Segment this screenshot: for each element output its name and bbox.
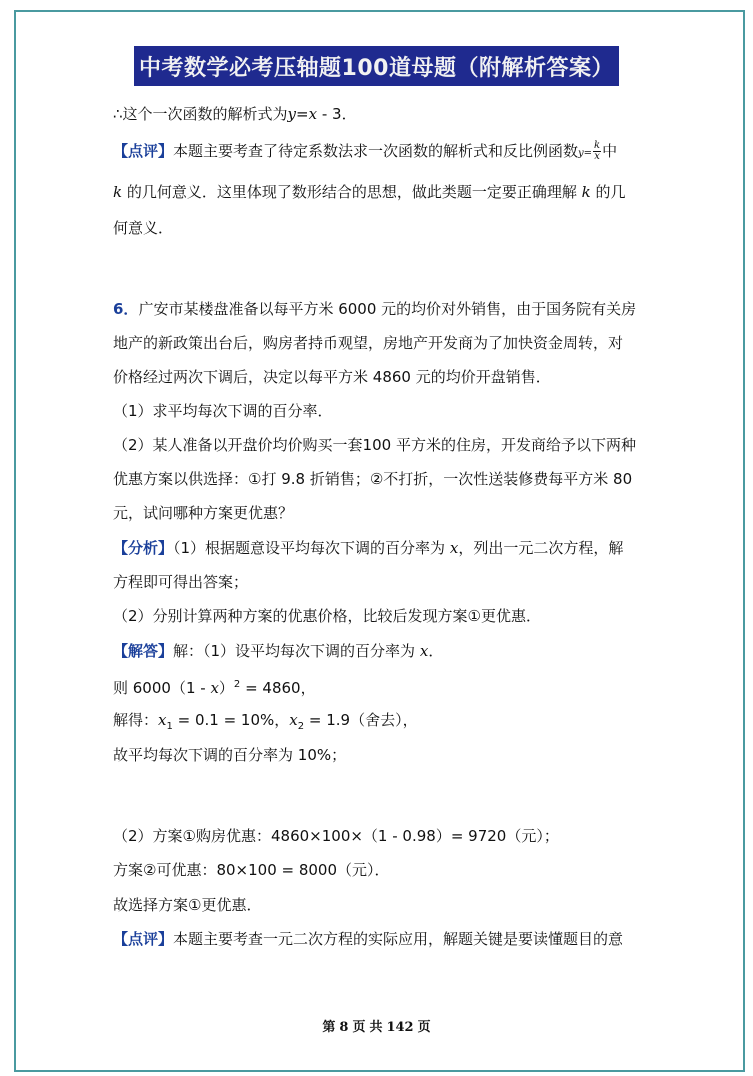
question-2-line1: （2）某人准备以开盘价均价购买一套100 平方米的住房，开发商给予以下两种 bbox=[113, 436, 636, 454]
var-x: x bbox=[419, 642, 429, 660]
page-total: 142 bbox=[386, 1020, 414, 1035]
footer-di: 第 bbox=[322, 1020, 336, 1035]
review-tag: 【点评】 bbox=[113, 930, 174, 948]
var-x: x bbox=[308, 105, 318, 123]
var-y: y bbox=[287, 105, 297, 123]
equation-1 bbox=[113, 675, 316, 698]
var-k: k bbox=[581, 183, 591, 201]
subscript: 2 bbox=[297, 721, 305, 732]
answer-text: 解：（1）设平均每次下调的百分率为 bbox=[173, 642, 420, 660]
var-x: x bbox=[210, 679, 219, 697]
answer-line1 bbox=[113, 641, 443, 661]
page-footer bbox=[0, 1016, 753, 1035]
page-title: 中考数学必考压轴题100道母题（附解析答案） bbox=[134, 46, 619, 86]
review-line3-text: 的几何意义．这里体现了数形结合的思想，做此类题一定要正确理解 bbox=[122, 183, 582, 201]
frac-den: x bbox=[594, 151, 600, 162]
frac-num: k bbox=[594, 140, 601, 151]
equals: = bbox=[296, 105, 309, 123]
review-zhong: 中 bbox=[602, 142, 618, 160]
var-x1: x bbox=[158, 711, 167, 729]
eq-part: = 4860， bbox=[240, 679, 316, 697]
review-tag: 【点评】 bbox=[113, 142, 174, 160]
frac-y: y= bbox=[578, 148, 593, 159]
fraction-k-over-x bbox=[593, 141, 601, 162]
analysis-tag: 【分析】 bbox=[113, 539, 174, 557]
question-2-line3: 元，试问哪种方案更优惠？ bbox=[113, 504, 294, 522]
review-text: 本题主要考查了待定系数法求一次函数的解析式和反比例函数 bbox=[173, 142, 579, 160]
analysis-line3: （2）分别计算两种方案的优惠价格，比较后发现方案①更优惠． bbox=[113, 607, 541, 625]
sol-part: = 1.9（舍去）， bbox=[304, 711, 418, 729]
var-x: x bbox=[449, 539, 459, 557]
problem-6-line1 bbox=[113, 299, 636, 319]
sol-part: = 0.1 = 10%， bbox=[172, 711, 290, 729]
plan-2: 方案②可优惠：80×100 = 8000（元）． bbox=[113, 861, 390, 879]
question-1: （1）求平均每次下调的百分率． bbox=[113, 402, 333, 420]
problem-number: 6． bbox=[113, 300, 139, 318]
review-line3-end: 的几 bbox=[590, 183, 626, 201]
analysis-text-end: ，列出一元二次方程，解 bbox=[458, 539, 624, 557]
analysis-text: （1）根据题意设平均每次下调的百分率为 bbox=[173, 539, 450, 557]
prev-conclusion-text: ∴这个一次函数的解析式为 bbox=[113, 105, 288, 123]
problem-text: 广安市某楼盘准备以每平方米 6000 元的均价对外销售，由于国务院有关房 bbox=[138, 300, 637, 318]
problem-6-line3: 价格经过两次下调后，决定以每平方米 4860 元的均价开盘销售． bbox=[113, 368, 551, 386]
analysis-line2: 方程即可得出答案； bbox=[113, 573, 249, 591]
subscript: 1 bbox=[166, 721, 173, 732]
prev-conclusion bbox=[113, 104, 357, 124]
review-text: 本题主要考查一元二次方程的实际应用，解题关键是要读懂题目的意 bbox=[173, 930, 624, 948]
solution-line bbox=[113, 710, 418, 737]
final-review bbox=[113, 929, 623, 949]
footer-gong: 共 bbox=[369, 1020, 383, 1035]
question-2-line2: 优惠方案以供选择：①打 9.8 折销售；②不打折，一次性送装修费每平方米 80 bbox=[113, 470, 633, 488]
analysis-line1 bbox=[113, 538, 623, 558]
plan-1: （2）方案①购房优惠：4860×100×（1 - 0.98）= 9720（元）； bbox=[113, 827, 559, 845]
footer-ye: 页 bbox=[417, 1020, 431, 1035]
prev-conclusion-end: - 3． bbox=[317, 105, 357, 123]
footer-ye: 页 bbox=[352, 1020, 366, 1035]
exponent: 2 bbox=[233, 679, 241, 690]
prev-review bbox=[113, 141, 617, 164]
answer-tag: 【解答】 bbox=[113, 642, 174, 660]
var-x2: x bbox=[289, 711, 298, 729]
conclusion-1: 故平均每次下调的百分率为 10%； bbox=[113, 746, 347, 764]
var-k: k bbox=[113, 183, 123, 201]
choose-plan: 故选择方案①更优惠． bbox=[113, 896, 262, 914]
prev-review-line3 bbox=[113, 182, 626, 202]
eq-part: 则 6000（1 - bbox=[113, 679, 211, 697]
eq-part: ） bbox=[218, 679, 234, 697]
prev-review-line4: 何意义． bbox=[113, 219, 174, 237]
problem-6-line2: 地产的新政策出台后，购房者持币观望，房地产开发商为了加快资金周转，对 bbox=[113, 334, 624, 352]
page-number: 8 bbox=[339, 1020, 349, 1035]
sol-label: 解得： bbox=[113, 711, 159, 729]
answer-dot: ． bbox=[428, 642, 444, 660]
